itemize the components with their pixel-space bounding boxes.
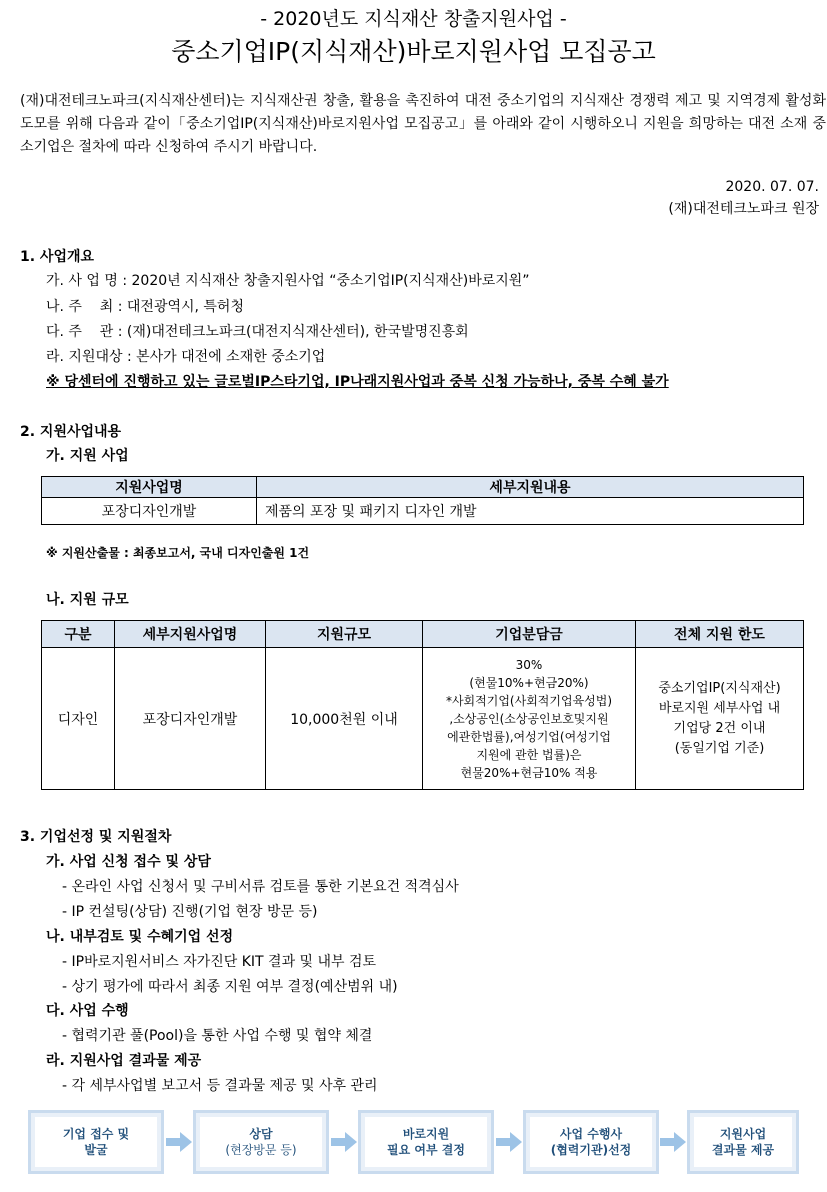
flow-step-line: 기업 접수 및 <box>62 1127 130 1141</box>
table-header: 지원규모 <box>266 621 423 648</box>
flow-step-line: 지원사업 <box>719 1127 767 1141</box>
flow-step-consult <box>193 1110 329 1174</box>
share-line: *사회적기업(사회적기업육성법) <box>445 693 613 708</box>
table-cell: 포장디자인개발 <box>42 498 257 525</box>
step-title: 나. 내부검토 및 수혜기업 선정 <box>46 929 234 945</box>
share-line: 현물20%+현금10% 적용 <box>460 765 598 780</box>
limit-cell <box>636 648 804 790</box>
limit-line: (동일기업 기준) <box>674 740 765 756</box>
step-bullet: - IP바로지원서비스 자가진단 KIT 결과 및 내부 검토 <box>62 954 377 970</box>
overview-item: 가. 사 업 명 : 2020년 지식재산 창출지원사업 “중소기업IP(지식재산)바로지원” <box>46 273 530 289</box>
section3-heading: 3. 기업선정 및 지원절차 <box>20 829 172 845</box>
share-line: 30% <box>515 657 543 672</box>
scale-cell: 10,000천원 이내 <box>266 648 423 790</box>
step-bullet: - 상기 평가에 따라서 최종 지원 여부 결정(예산범위 내) <box>62 979 398 995</box>
table-header: 전체 지원 한도 <box>636 621 804 648</box>
flow-step-line: 발굴 <box>84 1143 108 1157</box>
table-cell: 제품의 포장 및 패키지 디자인 개발 <box>257 498 804 525</box>
step-title: 라. 지원사업 결과물 제공 <box>46 1053 202 1069</box>
arrow-right-icon <box>660 1132 686 1152</box>
table-header: 세부지원사업명 <box>115 621 266 648</box>
share-line: (현물10%+현금20%) <box>469 675 589 690</box>
notice-subtitle: - 2020년도 지식재산 창출지원사업 - <box>260 8 567 30</box>
support-scale-heading: 나. 지원 규모 <box>46 592 129 608</box>
intro-paragraph: (재)대전테크노파크(지식재산센터)는 지식재산권 창출, 활용을 촉진하여 대전 중소기업의 지식재산 경쟁력 제고 및 지역경제 활성화 도모를 위해 다음과 같이「중소기업IP(지식재산)바로지원사업 모집공고」를 아래와 같이 시행하오니 지원을 희망하는 대전 소재 중소기업은 절차에 따라 신청하여 주시기 바랍니다. <box>20 93 826 155</box>
flow-step-line: 상담 <box>249 1127 273 1141</box>
program-cell: 포장디자인개발 <box>115 648 266 790</box>
issue-block <box>668 176 819 220</box>
arrow-right-icon <box>331 1132 357 1152</box>
flow-step-line: (협력기관)선정 <box>550 1143 632 1157</box>
support-program-heading: 가. 지원 사업 <box>46 448 129 464</box>
flow-step-vendor <box>523 1110 659 1174</box>
step-bullet: - IP 컨설팅(상담) 진행(기업 현장 방문 등) <box>62 904 318 920</box>
overview-item: 라. 지원대상 : 본사가 대전에 소재한 중소기업 <box>46 349 326 365</box>
flow-step-line: 사업 수행사 <box>559 1127 623 1141</box>
category-cell: 디자인 <box>42 648 115 790</box>
section1-heading: 1. 사업개요 <box>20 249 95 265</box>
flow-step-deliverable <box>687 1110 799 1174</box>
flow-step-line: 필요 여부 결정 <box>387 1143 465 1157</box>
limit-line: 기업당 2건 이내 <box>673 720 766 736</box>
scale-table <box>41 620 804 790</box>
limit-line: 바로지원 세부사업 내 <box>658 700 781 716</box>
table-header-row <box>42 621 804 648</box>
duplicate-note: ※ 당센터에 진행하고 있는 글로벌IP스타기업, IP나래지원사업과 중복 신청 가능하나, 중복 수혜 불가 <box>46 374 669 390</box>
share-line: 에관한법률),여성기업(여성기업 <box>447 729 611 744</box>
arrow-right-icon <box>496 1132 522 1152</box>
flow-step-line: 바로지원 <box>402 1127 450 1141</box>
share-line: ,소상공인(소상공인보호및지원 <box>449 711 609 726</box>
issue-date: 2020. 07. 07. <box>725 179 819 195</box>
arrow-right-icon <box>166 1132 192 1152</box>
table-header: 구분 <box>42 621 115 648</box>
table-row <box>42 648 804 790</box>
table-header: 지원사업명 <box>42 477 257 498</box>
table-row <box>42 498 804 525</box>
step-title: 가. 사업 신청 접수 및 상담 <box>46 854 211 870</box>
flow-step-intake <box>28 1110 164 1174</box>
flow-step-line: (현장방문 등) <box>225 1143 297 1157</box>
step-bullet: - 협력기관 풀(Pool)을 통한 사업 수행 및 협약 체결 <box>62 1028 373 1044</box>
flow-step-line: 결과물 제공 <box>711 1143 775 1157</box>
section2-heading: 2. 지원사업내용 <box>20 424 122 440</box>
step-title: 다. 사업 수행 <box>46 1003 129 1019</box>
output-note: ※ 지원산출물 : 최종보고서, 국내 디자인출원 1건 <box>46 546 310 560</box>
step-bullet: - 온라인 사업 신청서 및 구비서류 검토를 통한 기본요건 적격심사 <box>62 879 459 895</box>
share-cell <box>423 648 636 790</box>
limit-line: 중소기업IP(지식재산) <box>658 680 781 696</box>
flow-step-decision <box>358 1110 494 1174</box>
step-bullet: - 각 세부사업별 보고서 등 결과물 제공 및 사후 관리 <box>62 1078 378 1094</box>
issuer: (재)대전테크노파크 원장 <box>668 201 819 217</box>
table-header-row <box>42 477 804 498</box>
program-table <box>41 476 804 525</box>
overview-item: 다. 주 관 : (재)대전테크노파크(대전지식재산센터), 한국발명진흥회 <box>46 324 469 340</box>
table-header: 세부지원내용 <box>257 477 804 498</box>
table-header: 기업분담금 <box>423 621 636 648</box>
share-line: 지원에 관한 법률)은 <box>476 747 582 762</box>
notice-title: 중소기업IP(지식재산)바로지원사업 모집공고 <box>171 37 656 66</box>
overview-item: 나. 주 최 : 대전광역시, 특허청 <box>46 299 244 315</box>
